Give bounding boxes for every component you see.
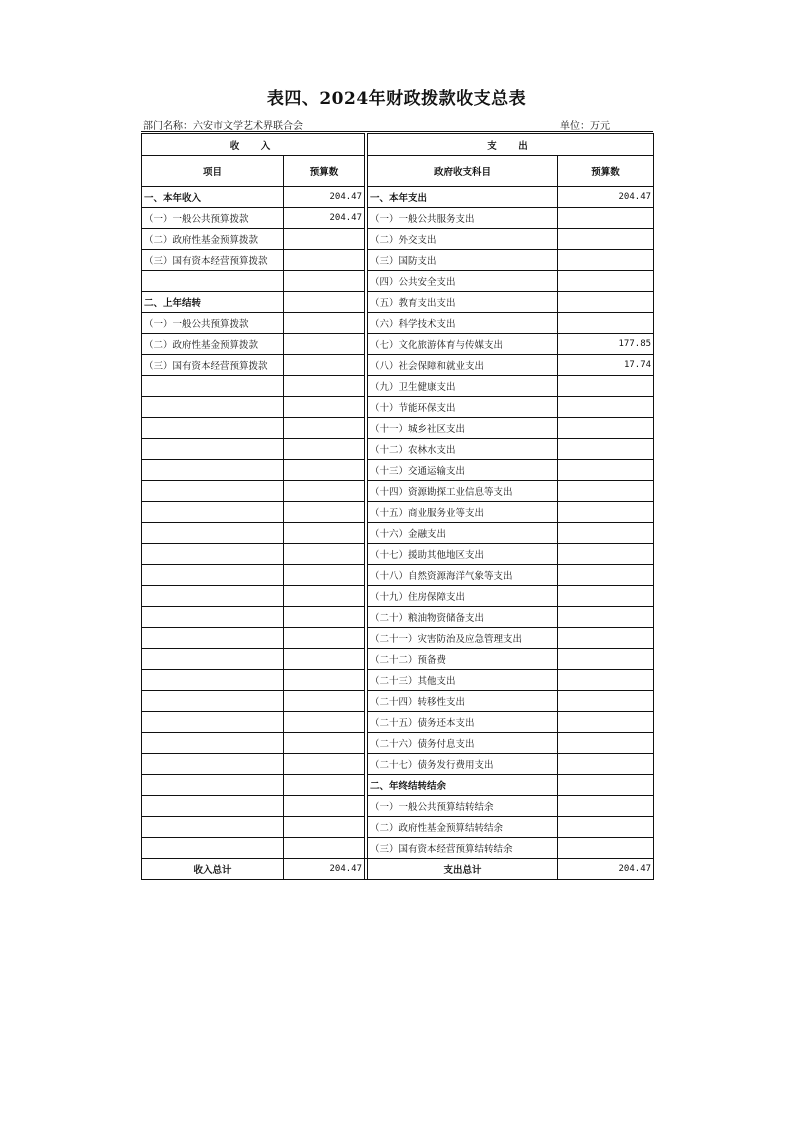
expense-item-cell: 二、年终结转结余 [368,775,558,796]
income-value-cell [284,397,365,418]
income-value-cell [284,313,365,334]
expense-item-cell: （十六）金融支出 [368,523,558,544]
income-value-cell [284,775,365,796]
expense-value-cell [558,271,654,292]
table-row [142,733,654,754]
income-value-cell [284,229,365,250]
department-name: 部门名称：六安市文学艺术界联合会 [143,121,303,132]
expense-item-cell: （六）科学技术支出 [368,313,558,334]
income-total-label: 收入总计 [142,859,284,880]
expense-item-cell: （二十）粮油物资储备支出 [368,607,558,628]
income-value-cell [284,712,365,733]
income-item-cell [142,523,284,544]
table-row [142,355,654,376]
income-section-header: 收 入 [142,134,365,156]
expense-item-cell: （八）社会保障和就业支出 [368,355,558,376]
table-row [142,334,654,355]
income-value-cell [284,502,365,523]
income-item-cell: （一）一般公共预算拨款 [142,208,284,229]
expense-value-cell [558,691,654,712]
income-item-cell [142,649,284,670]
income-item-cell: （二）政府性基金预算拨款 [142,229,284,250]
income-item-cell [142,670,284,691]
expense-item-cell: （二十二）预备费 [368,649,558,670]
section-header-row [142,134,654,156]
expense-value-cell [558,817,654,838]
expense-value-cell: 17.74 [558,355,654,376]
income-value-cell [284,838,365,859]
expense-value-cell [558,292,654,313]
income-item-cell [142,838,284,859]
unit-label: 单位：万元 [560,121,610,132]
expense-value-cell [558,481,654,502]
table-row [142,271,654,292]
expense-item-cell: （十五）商业服务业等支出 [368,502,558,523]
table-row [142,397,654,418]
budget-summary-table [141,133,654,880]
income-value-cell: 204.47 [284,187,365,208]
income-value-cell [284,754,365,775]
income-item-cell [142,502,284,523]
income-item-cell [142,691,284,712]
expense-value-cell [558,439,654,460]
expense-value-cell [558,628,654,649]
expense-item-cell: （四）公共安全支出 [368,271,558,292]
expense-item-cell: （十九）住房保障支出 [368,586,558,607]
expense-item-cell: （二十四）转移性支出 [368,691,558,712]
table-row [142,229,654,250]
expense-value-cell [558,502,654,523]
table-row [142,208,654,229]
income-item-cell: 一、本年收入 [142,187,284,208]
income-value-cell [284,271,365,292]
income-item-cell [142,607,284,628]
expense-value-cell [558,376,654,397]
income-item-cell [142,628,284,649]
table-row [142,523,654,544]
table-row [142,817,654,838]
expense-value-cell [558,775,654,796]
income-value-cell [284,670,365,691]
expense-value-cell [558,313,654,334]
expense-value-cell: 204.47 [558,187,654,208]
table-row [142,775,654,796]
expense-item-cell: （十七）援助其他地区支出 [368,544,558,565]
table-row [142,712,654,733]
income-value-cell [284,565,365,586]
income-value-cell [284,796,365,817]
expense-item-cell: （十四）资源勘探工业信息等支出 [368,481,558,502]
expense-value-cell [558,607,654,628]
expense-value-cell [558,754,654,775]
income-item-cell: （一）一般公共预算拨款 [142,313,284,334]
expense-item-cell: （三）国防支出 [368,250,558,271]
table-row [142,250,654,271]
income-value-cell [284,481,365,502]
expense-item-cell: （十）节能环保支出 [368,397,558,418]
income-item-cell [142,754,284,775]
expense-value-cell [558,397,654,418]
expense-value-cell [558,523,654,544]
income-value-cell [284,649,365,670]
table-row [142,292,654,313]
table-row [142,586,654,607]
expense-value-cell: 177.85 [558,334,654,355]
income-item-cell [142,796,284,817]
income-item-cell: 二、上年结转 [142,292,284,313]
table-row [142,670,654,691]
expense-value-cell [558,586,654,607]
page-title: 表四、2024年财政拨款收支总表 [266,89,527,109]
table-row [142,544,654,565]
income-item-cell [142,460,284,481]
income-budget-header: 预算数 [284,156,365,187]
table-row [142,649,654,670]
header-rule [141,131,653,132]
expense-value-cell [558,460,654,481]
expense-value-cell [558,418,654,439]
expense-value-cell [558,229,654,250]
income-value-cell [284,355,365,376]
table-row [142,607,654,628]
income-value-cell [284,334,365,355]
expense-value-cell [558,733,654,754]
income-value-cell [284,376,365,397]
income-value-cell: 204.47 [284,208,365,229]
expense-item-cell: （一）一般公共预算结转结余 [368,796,558,817]
income-item-cell [142,481,284,502]
income-value-cell [284,628,365,649]
expense-item-cell: （一）一般公共服务支出 [368,208,558,229]
expense-value-cell [558,670,654,691]
expense-value-cell [558,565,654,586]
expense-value-cell [558,250,654,271]
expense-value-cell [558,208,654,229]
total-row [142,859,654,880]
income-value-cell [284,460,365,481]
expense-total-label: 支出总计 [368,859,558,880]
expense-item-cell: （二十一）灾害防治及应急管理支出 [368,628,558,649]
expense-item-cell: （二十三）其他支出 [368,670,558,691]
income-item-cell [142,817,284,838]
table-row [142,460,654,481]
expense-value-cell [558,796,654,817]
table-row [142,502,654,523]
income-item-cell: （三）国有资本经营预算拨款 [142,250,284,271]
income-item-cell [142,544,284,565]
income-item-cell [142,565,284,586]
income-value-cell [284,292,365,313]
expense-item-cell: （二）政府性基金预算结转结余 [368,817,558,838]
table-row [142,838,654,859]
table-row [142,754,654,775]
expense-item-cell: （二十五）债务还本支出 [368,712,558,733]
table-row [142,376,654,397]
income-value-cell [284,607,365,628]
income-item-cell [142,712,284,733]
income-item-cell: （二）政府性基金预算拨款 [142,334,284,355]
expense-subject-header: 政府收支科目 [368,156,558,187]
table-row [142,796,654,817]
income-item-cell [142,439,284,460]
expense-budget-header: 预算数 [558,156,654,187]
expense-item-cell: （二）外交支出 [368,229,558,250]
income-value-cell [284,544,365,565]
income-item-cell [142,775,284,796]
income-total-value: 204.47 [284,859,365,880]
expense-section-header: 支 出 [368,134,654,156]
expense-item-cell: （七）文化旅游体育与传媒支出 [368,334,558,355]
expense-total-value: 204.47 [558,859,654,880]
table-row [142,439,654,460]
income-value-cell [284,250,365,271]
column-header-row [142,156,654,187]
expense-item-cell: （五）教育支出支出 [368,292,558,313]
expense-item-cell: （十八）自然资源海洋气象等支出 [368,565,558,586]
income-value-cell [284,523,365,544]
income-value-cell [284,586,365,607]
expense-item-cell: （二十六）债务付息支出 [368,733,558,754]
expense-value-cell [558,712,654,733]
income-value-cell [284,439,365,460]
expense-value-cell [558,649,654,670]
expense-value-cell [558,838,654,859]
table-row [142,628,654,649]
table-row [142,418,654,439]
income-item-header: 项目 [142,156,284,187]
table-row [142,481,654,502]
income-item-cell [142,418,284,439]
expense-item-cell: （三）国有资本经营预算结转结余 [368,838,558,859]
income-value-cell [284,691,365,712]
income-item-cell [142,586,284,607]
income-item-cell [142,376,284,397]
expense-item-cell: 一、本年支出 [368,187,558,208]
table-row [142,313,654,334]
income-item-cell [142,397,284,418]
income-item-cell [142,271,284,292]
expense-item-cell: （十三）交通运输支出 [368,460,558,481]
income-value-cell [284,817,365,838]
income-item-cell: （三）国有资本经营预算拨款 [142,355,284,376]
expense-item-cell: （二十七）债务发行费用支出 [368,754,558,775]
expense-item-cell: （十二）农林水支出 [368,439,558,460]
expense-item-cell: （十一）城乡社区支出 [368,418,558,439]
income-value-cell [284,418,365,439]
expense-value-cell [558,544,654,565]
table-row [142,691,654,712]
income-value-cell [284,733,365,754]
table-row [142,565,654,586]
income-item-cell [142,733,284,754]
expense-item-cell: （九）卫生健康支出 [368,376,558,397]
table-row [142,187,654,208]
